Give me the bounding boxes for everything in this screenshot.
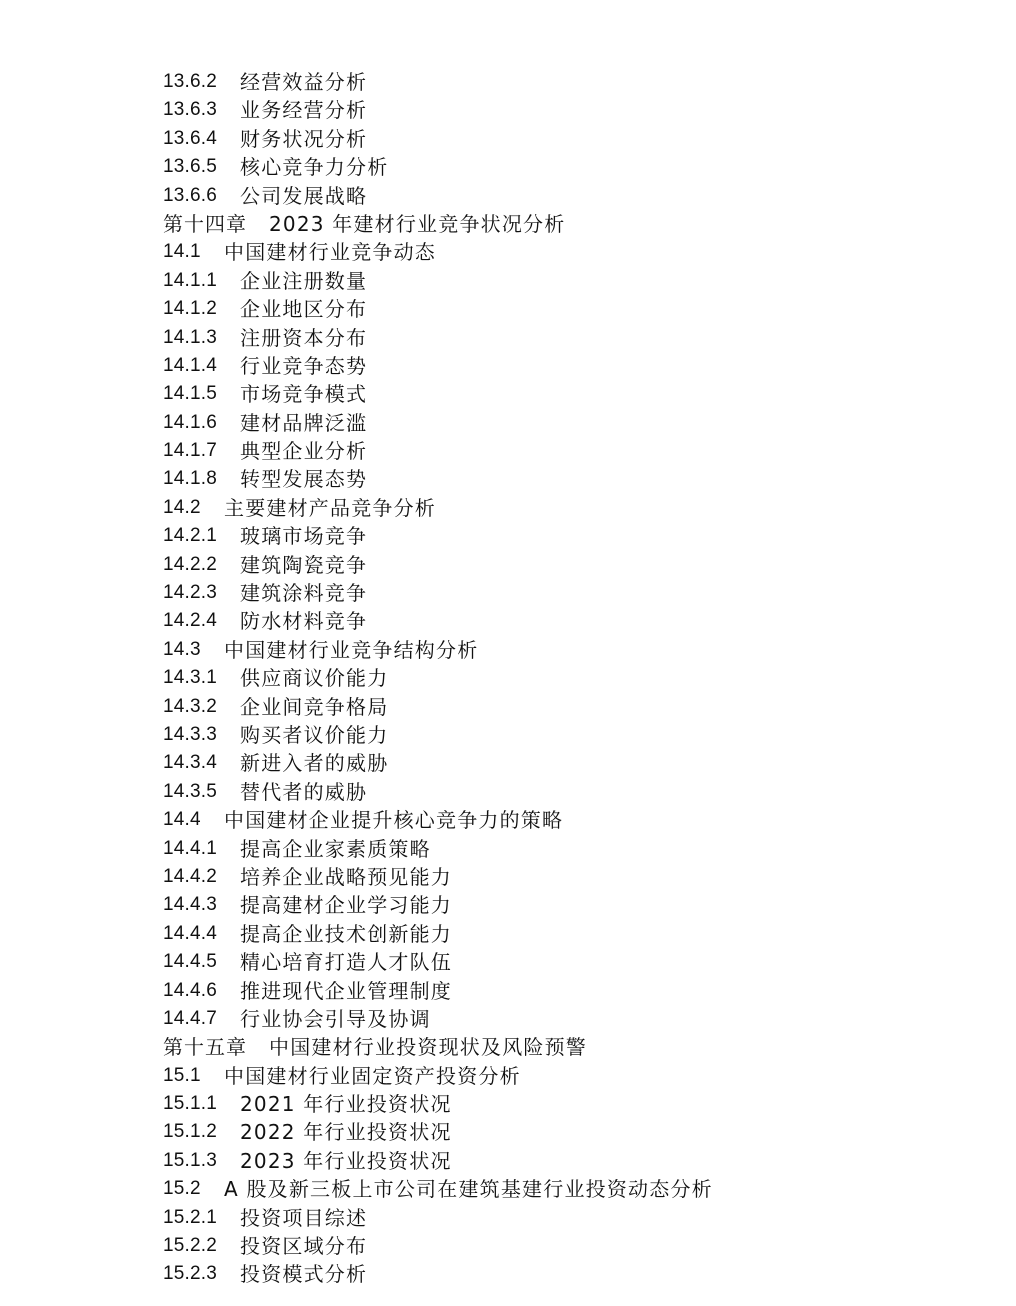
toc-title: 建材品牌泛滥 xyxy=(240,410,368,435)
section-number: 14.1 xyxy=(163,241,201,263)
toc-subsection-line xyxy=(163,1260,983,1288)
toc-title: 注册资本分布 xyxy=(240,325,368,350)
toc-subsection-line xyxy=(163,1232,983,1260)
section-number: 14.1.7 xyxy=(163,440,218,462)
toc-subsection-line xyxy=(163,125,983,153)
toc-title: 提高建材企业学习能力 xyxy=(240,893,452,918)
section-number: 14.3.5 xyxy=(163,780,218,802)
toc-subsection-line xyxy=(163,835,983,863)
section-number: 14.2.4 xyxy=(163,610,218,632)
section-number: 14.2.3 xyxy=(163,582,218,604)
toc-title: 转型发展态势 xyxy=(240,467,368,492)
section-number: 14.4.1 xyxy=(163,837,218,859)
toc-subsection-line xyxy=(163,267,983,295)
toc-subsection-line xyxy=(163,863,983,891)
toc-title: 典型企业分析 xyxy=(240,439,368,464)
toc-subsection-line xyxy=(163,324,983,352)
section-number: 14.1.1 xyxy=(163,269,218,291)
toc-title: 购买者议价能力 xyxy=(240,722,389,747)
toc-title: 防水材料竞争 xyxy=(240,609,368,634)
toc-subsection-line xyxy=(163,977,983,1005)
toc-title: 主要建材产品竞争分析 xyxy=(224,495,436,520)
toc-title: 供应商议价能力 xyxy=(240,666,389,691)
toc-title: 2021 年行业投资状况 xyxy=(240,1092,452,1117)
toc-title: 2023 年行业投资状况 xyxy=(240,1148,452,1173)
toc-section-line xyxy=(163,636,983,664)
toc-title: 中国建材行业投资现状及风险预警 xyxy=(269,1035,587,1060)
toc-title: 2022 年行业投资状况 xyxy=(240,1120,452,1145)
section-number: 14.1.5 xyxy=(163,383,218,405)
section-number: 14.3.4 xyxy=(163,752,218,774)
toc-title: 市场竞争模式 xyxy=(240,382,368,407)
toc-title: 中国建材行业固定资产投资分析 xyxy=(224,1063,521,1088)
toc-subsection-line xyxy=(163,579,983,607)
section-number: 14.2.1 xyxy=(163,525,218,547)
chapter-number: 第十四章 xyxy=(163,211,247,236)
toc-title: 经营效益分析 xyxy=(240,70,368,94)
toc-title: 行业协会引导及协调 xyxy=(240,1006,431,1031)
toc-section-line xyxy=(163,238,983,266)
toc-section-line xyxy=(163,1062,983,1090)
toc-title: 企业注册数量 xyxy=(240,268,368,293)
toc-section-line xyxy=(163,806,983,834)
toc-title: 中国建材行业竞争结构分析 xyxy=(224,637,479,662)
section-number: 15.2.3 xyxy=(163,1263,218,1285)
section-number: 14.1.8 xyxy=(163,468,218,490)
toc-title: 提高企业技术创新能力 xyxy=(240,921,452,946)
toc-section-line xyxy=(163,1175,983,1203)
toc-subsection-line xyxy=(163,522,983,550)
section-number: 14.1.2 xyxy=(163,298,218,320)
section-number: 13.6.4 xyxy=(163,127,218,149)
section-number: 15.2.1 xyxy=(163,1206,218,1228)
section-number: 15.1.1 xyxy=(163,1093,218,1115)
toc-title: 投资项目综述 xyxy=(240,1205,368,1230)
section-number: 14.1.6 xyxy=(163,411,218,433)
toc-subsection-line xyxy=(163,920,983,948)
toc-subsection-line xyxy=(163,295,983,323)
section-number: 14.2 xyxy=(163,496,201,518)
toc-title: 企业间竞争格局 xyxy=(240,694,389,719)
toc-subsection-line xyxy=(163,1005,983,1033)
toc-subsection-line xyxy=(163,437,983,465)
toc-subsection-line xyxy=(163,693,983,721)
toc-title: 企业地区分布 xyxy=(240,297,368,322)
section-number: 13.6.6 xyxy=(163,184,218,206)
toc-chapter-line xyxy=(163,210,983,238)
section-number: 14.3 xyxy=(163,638,201,660)
section-number: 14.3.1 xyxy=(163,667,218,689)
section-number: 15.1 xyxy=(163,1064,201,1086)
section-number: 15.2.2 xyxy=(163,1235,218,1257)
toc-subsection-line xyxy=(163,664,983,692)
section-number: 15.2 xyxy=(163,1178,201,1200)
section-number: 15.1.3 xyxy=(163,1149,218,1171)
section-number: 14.4.2 xyxy=(163,865,218,887)
toc-subsection-line xyxy=(163,1118,983,1146)
toc-subsection-line xyxy=(163,551,983,579)
toc-subsection-line xyxy=(163,182,983,210)
toc-chapter-line xyxy=(163,1033,983,1061)
toc-title: A 股及新三板上市公司在建筑基建行业投资动态分析 xyxy=(224,1177,713,1202)
toc-title: 核心竞争力分析 xyxy=(240,155,389,180)
section-number: 14.2.2 xyxy=(163,553,218,575)
toc-subsection-line xyxy=(163,607,983,635)
section-number: 14.4 xyxy=(163,809,201,831)
toc-title: 提高企业家素质策略 xyxy=(240,836,431,861)
toc-subsection-line xyxy=(163,948,983,976)
toc-title: 投资区域分布 xyxy=(240,1234,368,1259)
toc-subsection-line xyxy=(163,96,983,124)
toc-title: 建筑涂料竞争 xyxy=(240,581,368,606)
toc-subsection-line xyxy=(163,891,983,919)
toc-subsection-line xyxy=(163,721,983,749)
section-number: 14.1.3 xyxy=(163,326,218,348)
toc-title: 新进入者的威胁 xyxy=(240,751,389,776)
toc-title: 投资模式分析 xyxy=(240,1262,368,1287)
section-number: 15.1.2 xyxy=(163,1121,218,1143)
section-number: 14.4.4 xyxy=(163,922,218,944)
section-number: 14.3.2 xyxy=(163,695,218,717)
toc-title: 公司发展战略 xyxy=(240,183,368,208)
section-number: 14.4.3 xyxy=(163,894,218,916)
toc-subsection-line xyxy=(163,352,983,380)
toc-list xyxy=(163,68,983,1289)
section-number: 14.4.7 xyxy=(163,1007,218,1029)
toc-subsection-line xyxy=(163,749,983,777)
toc-subsection-line xyxy=(163,778,983,806)
toc-title: 中国建材行业竞争动态 xyxy=(224,240,436,265)
toc-subsection-line xyxy=(163,153,983,181)
toc-title: 培养企业战略预见能力 xyxy=(240,864,452,889)
toc-title: 替代者的威胁 xyxy=(240,779,368,804)
section-number: 14.4.6 xyxy=(163,979,218,1001)
toc-title: 业务经营分析 xyxy=(240,98,368,123)
toc-title: 建筑陶瓷竞争 xyxy=(240,552,368,577)
toc-title: 推进现代企业管理制度 xyxy=(240,978,452,1003)
section-number: 13.6.2 xyxy=(163,71,218,92)
section-number: 13.6.3 xyxy=(163,99,218,121)
toc-subsection-line xyxy=(163,68,983,96)
toc-subsection-line xyxy=(163,465,983,493)
toc-title: 2023 年建材行业竞争状况分析 xyxy=(269,211,566,236)
toc-title: 行业竞争态势 xyxy=(240,353,368,378)
toc-title: 中国建材企业提升核心竞争力的策略 xyxy=(224,808,564,833)
toc-subsection-line xyxy=(163,1147,983,1175)
section-number: 14.1.4 xyxy=(163,354,218,376)
toc-subsection-line xyxy=(163,1204,983,1232)
toc-section-line xyxy=(163,494,983,522)
toc-title: 精心培育打造人才队伍 xyxy=(240,950,452,975)
toc-subsection-line xyxy=(163,409,983,437)
chapter-number: 第十五章 xyxy=(163,1035,247,1060)
section-number: 14.3.3 xyxy=(163,723,218,745)
toc-subsection-line xyxy=(163,1090,983,1118)
toc-title: 财务状况分析 xyxy=(240,126,368,151)
toc-title: 玻璃市场竞争 xyxy=(240,524,368,549)
section-number: 14.4.5 xyxy=(163,951,218,973)
section-number: 13.6.5 xyxy=(163,156,218,178)
toc-subsection-line xyxy=(163,380,983,408)
